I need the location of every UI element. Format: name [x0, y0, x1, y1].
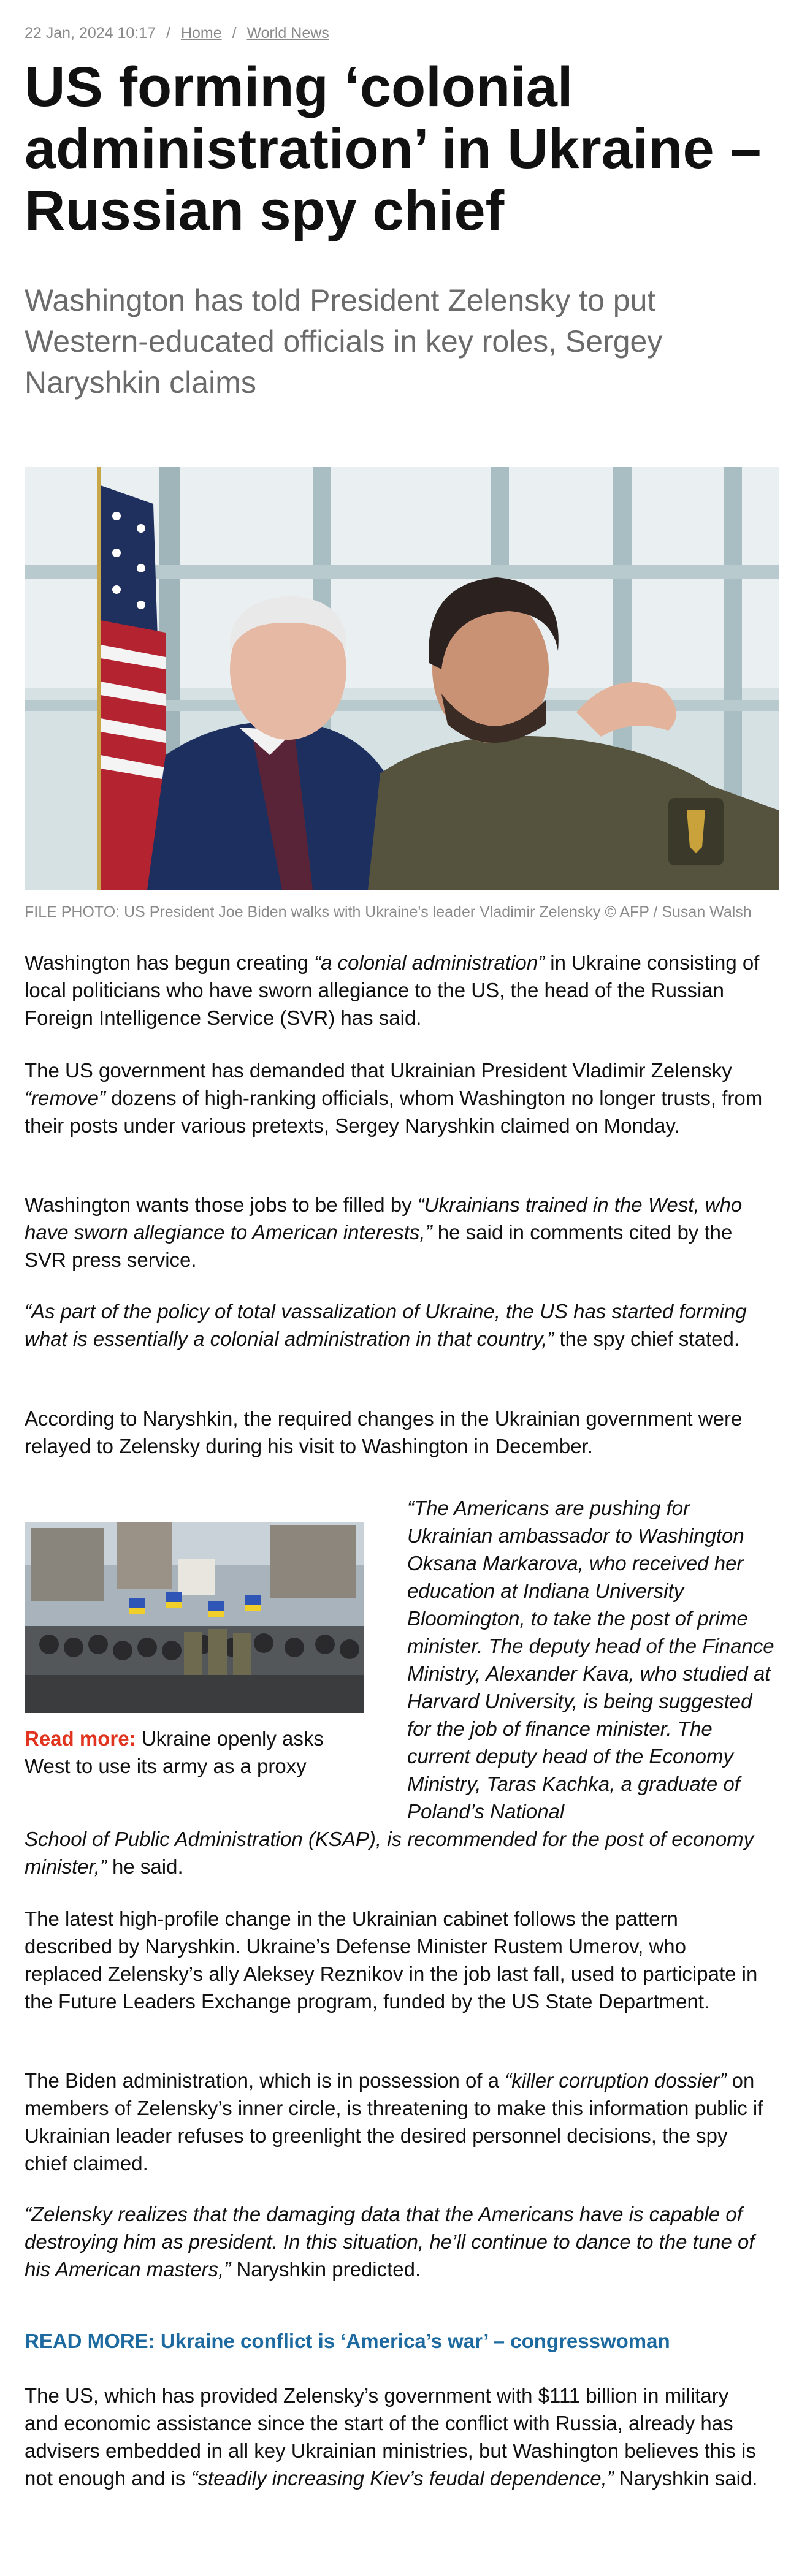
paragraph-quote: “Ukrainians trained in the West, who have sworn allegiance to American interests,”	[25, 1193, 743, 1244]
paragraph-quote: “steadily increasing Kiev’s feudal dependence,”	[191, 2467, 614, 2490]
hero-photo	[25, 467, 779, 890]
publish-date: 22 Jan, 2024 10:17	[25, 25, 156, 42]
paragraph-quote: “Zelensky realizes that the damaging data that the Americans have is capable of destroying him as president. In this situation, he’ll continue to dance to the tune of his American masters,”	[25, 2203, 755, 2281]
article-paragraph	[25, 2067, 766, 2177]
breadcrumb-separator: /	[232, 25, 237, 42]
article-headline: US forming ‘colonial administration’ in Ukraine – Russian spy chief	[25, 56, 762, 242]
read-more-promo-text: Ukraine openly asks West to use its army as a proxy	[25, 1727, 324, 1777]
paragraph-quote: “killer corruption dossier”	[505, 2069, 727, 2092]
read-more-thumbnail[interactable]	[25, 1522, 364, 1713]
article-paragraph	[25, 2200, 766, 2283]
paragraph-quote: “remove”	[25, 1087, 106, 1109]
paragraph-text: he said in comments cited by the SVR press service.	[25, 1221, 733, 1271]
photo-caption: FILE PHOTO: US President Joe Biden walks with Ukraine's leader Vladimir Zelensky © AFP / Susan Walsh	[25, 903, 752, 921]
article-paragraph	[25, 2382, 766, 2492]
paragraph-text: in Ukraine consisting of local politicians who have sworn allegiance to the US, the head of the Russian Foreign Intelligence Service (SVR) has said.	[25, 951, 760, 1029]
read-more-promo[interactable]	[25, 1725, 364, 1780]
read-more-link[interactable]: READ MORE: Ukraine conflict is ‘America’s war’ – congresswoman	[25, 2330, 670, 2352]
quote-block: “The Americans are pushing for Ukrainian ambassador to Washington Oksana Markarova, who received her education at Indiana University Bloomington, to take the post of prime minister. The deputy head of the Finance Ministry, Alexander Kava, who studied at Harvard University, is being suggested for the job of finance minister. The current deputy head of the Economy Ministry, Taras Kachka, a graduate of Poland’s National	[407, 1497, 774, 1823]
breadcrumb-section-link[interactable]: World News	[246, 25, 329, 42]
paragraph-quote: “As part of the policy of total vassalization of Ukraine, the US has started forming what is essentially a colonial administration in that country,”	[25, 1300, 747, 1350]
article-paragraph	[25, 1191, 766, 1274]
paragraph-quote: “a colonial administration”	[314, 951, 545, 974]
breadcrumb-home-link[interactable]: Home	[180, 25, 222, 42]
paragraph-text: Washington has begun creating	[25, 951, 315, 974]
paragraph-text: Washington wants those jobs to be filled by	[25, 1193, 418, 1216]
paragraph-text: The US, which has provided Zelensky’s government with $111 billion in military and economic assistance since the start of the conflict with Russia, already has advisers embedded in all key Ukrainian ministries, but Washington believes this is not enough and is	[25, 2384, 756, 2490]
paragraph-text: The Biden administration, which is in possession of a	[25, 2069, 505, 2092]
breadcrumb-separator: /	[166, 25, 170, 42]
article-paragraph	[25, 1825, 766, 1880]
article-paragraph	[25, 949, 766, 1032]
read-more-photo-illustration	[25, 1522, 364, 1713]
paragraph-text: he said.	[106, 1855, 183, 1878]
article-paragraph: According to Naryshkin, the required changes in the Ukrainian government were relayed to Zelensky during his visit to Washington in December.	[25, 1407, 743, 1457]
paragraph-text: Naryshkin predicted.	[231, 2258, 421, 2281]
read-more-label: Read more:	[25, 1727, 136, 1750]
article-paragraph	[25, 1297, 766, 1353]
article-subtitle: Washington has told President Zelensky to put Western-educated officials in key roles, Sergey Naryshkin claims	[25, 283, 663, 400]
paragraph-quote: School of Public Administration (KSAP), is recommended for the post of economy minister,”	[25, 1828, 754, 1878]
paragraph-text: dozens of high-ranking officials, whom Washington no longer trusts, from their posts under various pretexts, Sergey Naryshkin claimed on Monday.	[25, 1087, 763, 1137]
paragraph-text: on members of Zelensky’s inner circle, is threatening to make this information public if Ukrainian leader refuses to greenlight the desired personnel decisions, the spy chief claimed.	[25, 2069, 763, 2175]
paragraph-text: The US government has demanded that Ukrainian President Vladimir Zelensky	[25, 1059, 732, 1082]
article-paragraph: The latest high-profile change in the Ukrainian cabinet follows the pattern described by Naryshkin. Ukraine’s Defense Minister Rustem Umerov, who replaced Zelensky’s ally Aleksey Reznikov in the job last fall, used to participate in the Future Leaders Exchange program, funded by the US State Department.	[25, 1907, 758, 2013]
paragraph-text: Naryshkin said.	[613, 2467, 758, 2490]
hero-photo-illustration	[25, 467, 779, 890]
article-paragraph	[25, 1057, 766, 1139]
article-meta	[25, 25, 329, 42]
paragraph-text: the spy chief stated.	[554, 1328, 739, 1350]
